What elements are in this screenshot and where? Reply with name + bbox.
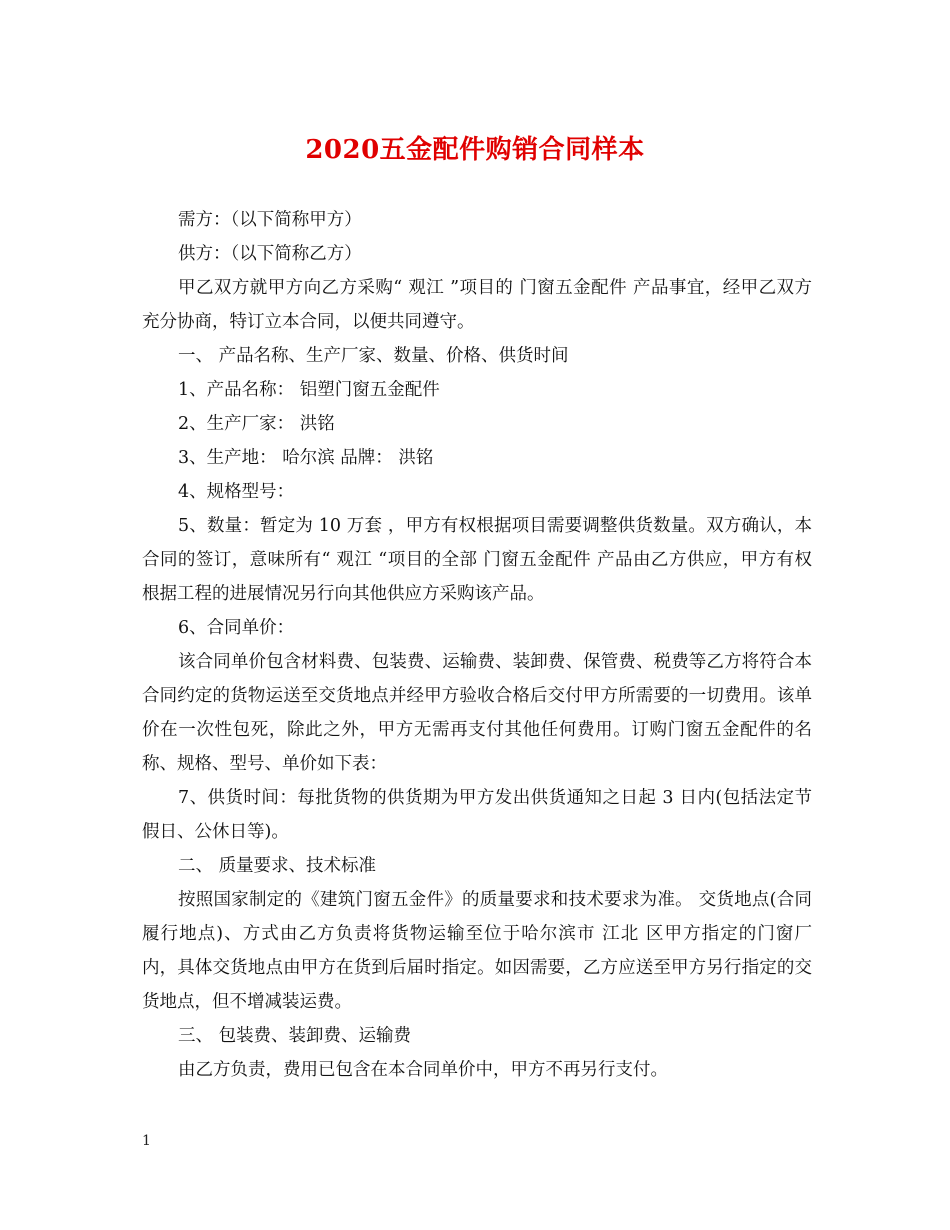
supplier-line: 供方：（以下简称乙方） [178,244,362,264]
section-heading-1: 一、 产品名称、生产厂家、数量、价格、供货时间 [178,346,569,366]
page-number: 1 [142,1133,151,1149]
document-title: 2020五金配件购销合同样本 [305,135,645,165]
section-heading-2: 二、 质量要求、技术标准 [178,856,377,876]
manufacturer-line: 2、生产厂家： 洪铭 [178,414,335,434]
section-heading-3: 三、 包装费、装卸费、运输费 [178,1026,412,1046]
intro-paragraph: 甲乙双方就甲方向乙方采购“ 观江 ”项目的 门窗五金配件 产品事宜，经甲乙双方充分协商，特订立本合同，以便共同遵守。 [142,278,812,332]
unit-price-line: 6、合同单价： [178,618,295,638]
quality-paragraph: 按照国家制定的《建筑门窗五金件》的质量要求和技术要求为准。 交货地点(合同履行地点)、方式由乙方负责将货物运输至位于哈尔滨市 江北 区甲方指定的门窗厂 内，具体交货地点由甲方在货到后届时指定。如因需要，乙方应送至甲方另行指定的交货地点，但不增减装运费。 [142,890,812,1012]
unit-price-paragraph: 该合同单价包含材料费、包装费、运输费、装卸费、保管费、税费等乙方将符合本合同约定的货物运送至交货地点并经甲方验收合格后交付甲方所需要的一切费用。该单价在一次性包死，除此之外，甲方无需再支付其他任何费用。订购门窗五金配件的名称、规格、型号、单价如下表： [142,652,812,774]
buyer-line: 需方：（以下简称甲方） [178,210,362,230]
document-body [142,203,812,1087]
quantity-paragraph: 5、数量：暂定为 10 万套 ，甲方有权根据项目需要调整供货数量。双方确认，本合同的签订，意味所有“ 观江 “项目的全部 门窗五金配件 产品由乙方供应，甲方有权根据工程的进展情况另行向其他供应方采购该产品。 [142,516,812,604]
model-line: 4、规格型号： [178,482,295,502]
fee-paragraph: 由乙方负责，费用已包含在本合同单价中，甲方不再另行支付。 [178,1060,668,1080]
origin-brand-line: 3、生产地： 哈尔滨 品牌： 洪铭 [178,448,434,468]
delivery-time-paragraph: 7、供货时间：每批货物的供货期为甲方发出供货通知之日起 3 日内(包括法定节假日、公休日等)。 [142,788,812,842]
product-name-line: 1、产品名称： 铝塑门窗五金配件 [178,380,440,400]
